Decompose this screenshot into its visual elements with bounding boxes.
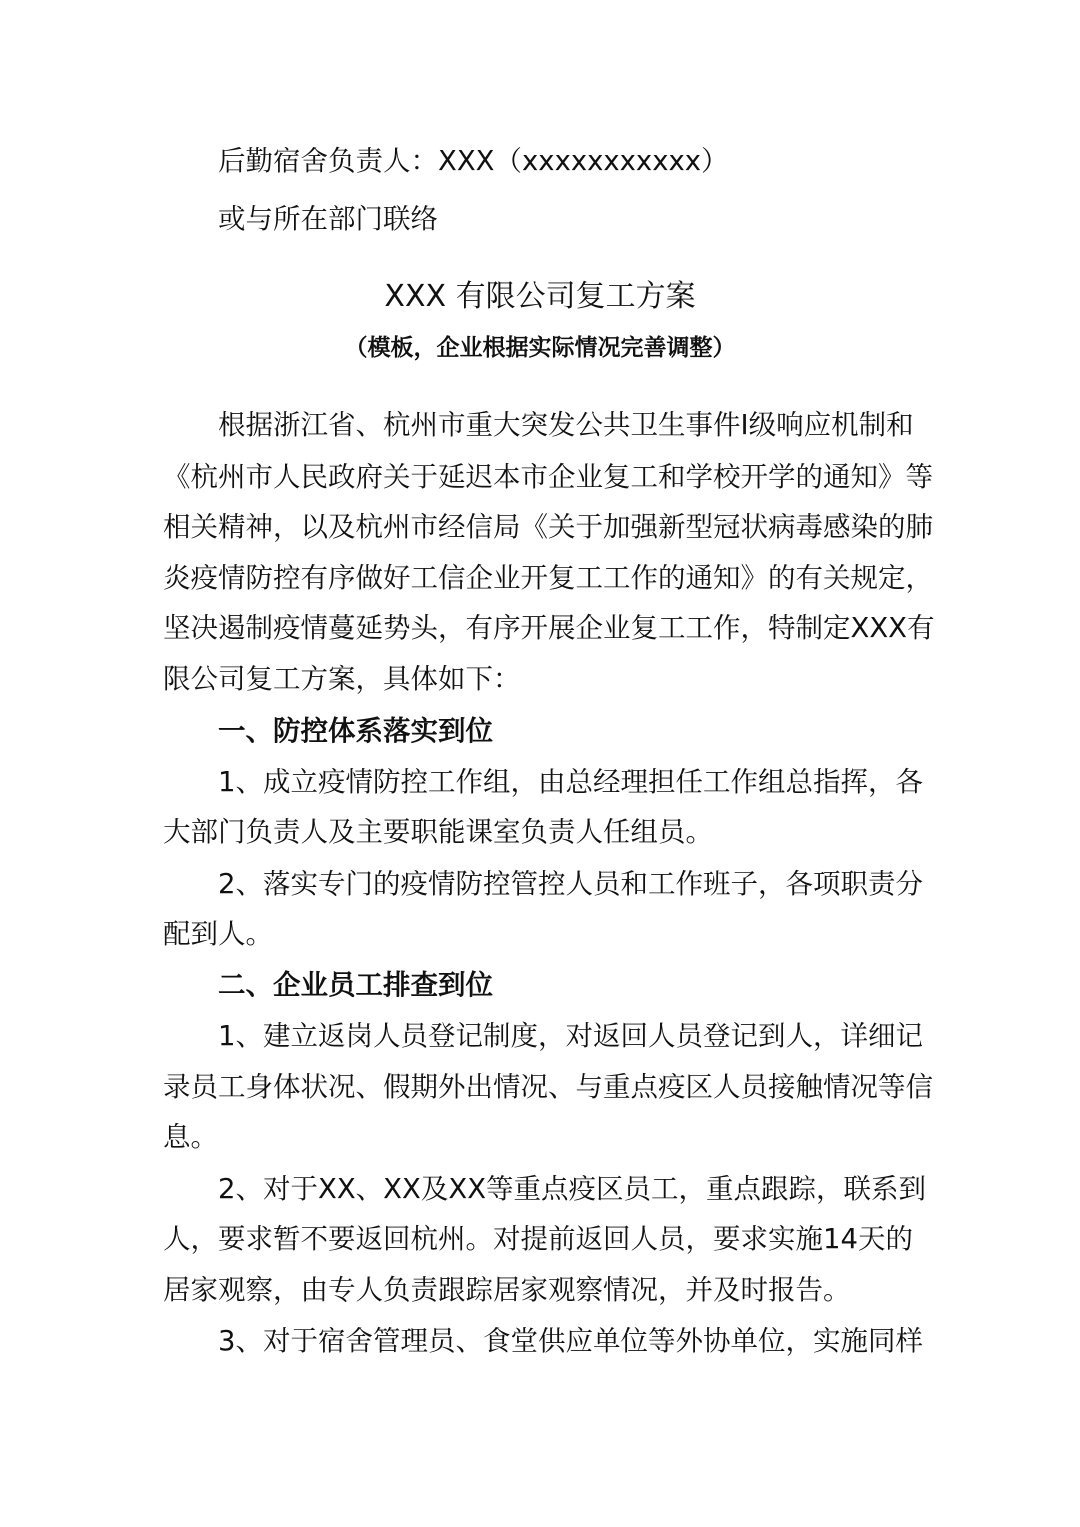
- section-heading: 二、企业员工排查到位: [218, 969, 493, 1001]
- intro-line: 限公司复工方案，具体如下：: [163, 663, 521, 695]
- paragraph-line: 录员工身体状况、假期外出情况、与重点疫区人员接触情况等信: [163, 1071, 933, 1103]
- intro-line: 坚决遏制疫情蔓延势头，有序开展企业复工工作，特制定XXX有: [163, 612, 935, 644]
- paragraph-line: 大部门负责人及主要职能课室负责人任组员。: [163, 816, 713, 848]
- paragraph-line: 1、建立返岗人员登记制度，对返回人员登记到人，详细记: [218, 1020, 923, 1052]
- contact-line: 后勤宿舍负责人：XXX（xxxxxxxxxxx）: [218, 145, 729, 177]
- paragraph-line: 2、对于XX、XX及XX等重点疫区员工，重点跟踪，联系到: [218, 1173, 927, 1205]
- paragraph-line: 配到人。: [163, 918, 273, 950]
- intro-line: 炎疫情防控有序做好工信企业开复工工作的通知》的有关规定，: [163, 562, 933, 594]
- document-subtitle: （模板，企业根据实际情况完善调整）: [344, 334, 736, 361]
- section-heading: 一、防控体系落实到位: [218, 715, 493, 747]
- document-title: XXX 有限公司复工方案: [384, 279, 696, 314]
- paragraph-line: 2、落实专门的疫情防控管控人员和工作班子，各项职责分: [218, 868, 923, 900]
- paragraph-line: 居家观察，由专人负责跟踪居家观察情况，并及时报告。: [163, 1274, 851, 1306]
- paragraph-line: 3、对于宿舍管理员、食堂供应单位等外协单位，实施同样: [218, 1325, 923, 1357]
- paragraph-line: 息。: [163, 1121, 218, 1153]
- paragraph-line: 1、成立疫情防控工作组，由总经理担任工作组总指挥，各: [218, 766, 923, 798]
- intro-line: 根据浙江省、杭州市重大突发公共卫生事件Ⅰ级响应机制和: [218, 409, 914, 441]
- department-contact-line: 或与所在部门联络: [218, 203, 438, 235]
- intro-line: 相关精神，以及杭州市经信局《关于加强新型冠状病毒感染的肺: [163, 511, 933, 543]
- intro-line: 《杭州市人民政府关于延迟本市企业复工和学校开学的通知》等: [163, 461, 933, 493]
- paragraph-line: 人，要求暂不要返回杭州。对提前返回人员，要求实施14天的: [163, 1223, 913, 1255]
